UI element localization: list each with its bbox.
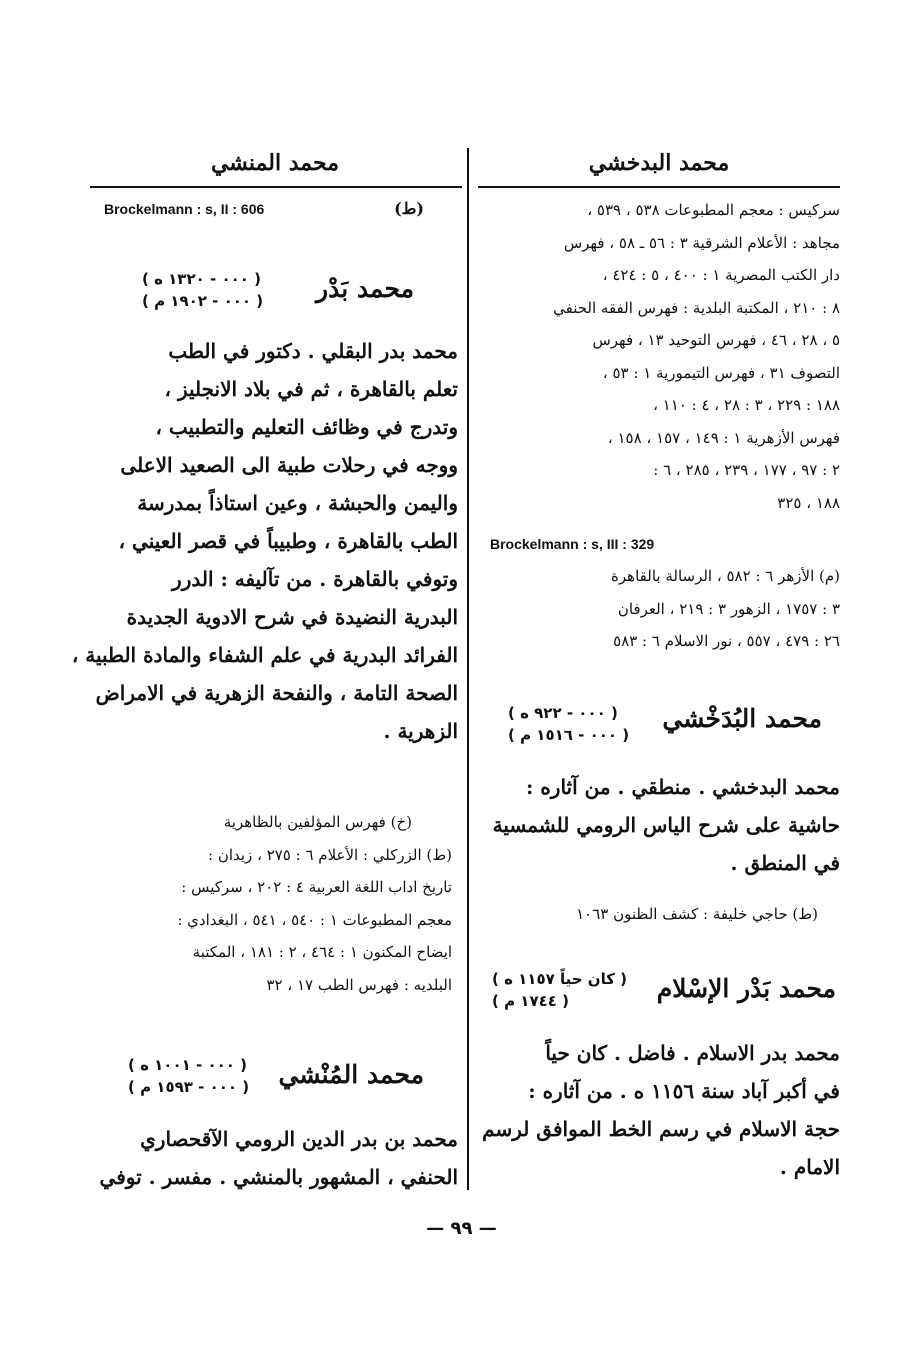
body-line: حاشية على شرح الياس الرومي للشمسية	[492, 813, 840, 837]
ref-line: فهرس الأزهرية ١ : ١٤٩ ، ١٥٧ ، ١٥٨ ،	[607, 428, 840, 447]
body-line: في أكبر آباد سنة ١١٥٦ ه . من آثاره :	[528, 1079, 840, 1103]
entry-badr-refs	[96, 806, 452, 1001]
body-line: محمد البدخشي . منطقي . من آثاره :	[525, 775, 840, 799]
ref-line: سركيس : معجم المطبوعات ٥٣٨ ، ٥٣٩ ،	[587, 201, 840, 219]
ref-line: ايضاح المكنون ١ : ٤٦٤ ، ٢ : ١٨١ ، المكتبة	[192, 943, 452, 961]
entry-dates	[492, 968, 627, 1012]
body-line: الزهرية .	[383, 719, 458, 743]
entry-munshi-heading	[92, 1052, 458, 1106]
entry-badakhshi-heading	[478, 700, 840, 752]
entry-dates	[142, 268, 263, 312]
date-gregorian: ( ٠٠٠ - ١٥١٦ م )	[508, 726, 630, 744]
column-divider	[467, 148, 469, 1190]
entry-badr-heading	[92, 266, 458, 320]
body-line: وتدرج في وظائف التعليم والتطبيب ،	[155, 415, 458, 439]
ref-line: ٢٦ : ٤٧٩ ، ٥٥٧ ، نور الاسلام ٦ : ٥٨٣	[613, 632, 840, 650]
right-refs-block	[478, 194, 840, 519]
ref-line: ٨ : ٢١٠ ، المكتبة البلدية : فهرس الفقه الحنفي	[553, 298, 840, 317]
entry-title: محمد بَدْر الإسْلام	[656, 974, 836, 1003]
entry-badakhshi-body	[478, 768, 840, 882]
ref-line: (خ) فهرس المؤلفين بالظاهرية	[223, 813, 412, 831]
body-line: الطب بالقاهرة ، وطبيباً في قصر العيني ،	[118, 529, 458, 553]
entry-badr-body	[71, 332, 458, 750]
date-gregorian: ( ٠٠٠ - ١٥٩٣ م )	[128, 1078, 250, 1096]
date-hijri: ( ٠٠٠ - ١٣٢٠ ه )	[142, 270, 261, 288]
body-line: واليمن والحبشة ، وعين استاذاً بمدرسة	[137, 491, 458, 515]
running-header-right: محمد البدخشي	[588, 150, 730, 176]
entry-title: محمد المُنْشي	[278, 1060, 424, 1089]
ref-line: ٢ : ٩٧ ، ١٧٧ ، ٢٣٩ ، ٢٨٥ ، ٦ :	[653, 461, 840, 479]
body-line: الامام .	[779, 1155, 840, 1179]
ref-marker: (ط)	[394, 199, 424, 218]
ref-line: التصوف ٣١ ، فهرس التيمورية ١ : ٥٣ ،	[602, 363, 840, 382]
body-line: محمد بن بدر الدين الرومي الآقحصاري	[140, 1127, 458, 1151]
body-line: الصحة التامة ، والنفحة الزهرية في الامراض	[95, 681, 458, 705]
ref-line: مجاهد : الأعلام الشرقية ٣ : ٥٦ ـ ٥٨ ، فهرس	[563, 233, 840, 252]
body-line: حجة الاسلام في رسم الخط الموافق لرسم	[482, 1117, 840, 1141]
date-hijri: ( كان حياً ١١٥٧ ه )	[492, 970, 628, 988]
entry-badakhshi-ref: (ط) حاجي خليفة : كشف الظنون ١٠٦٣	[576, 905, 818, 923]
entry-dates	[508, 702, 629, 746]
body-line: البدرية النضيدة في شرح الادوية الجديدة	[126, 605, 458, 629]
body-line: محمد بدر البقلي . دكتور في الطب	[168, 339, 458, 363]
ref-line: دار الكتب المصرية ١ : ٤٠٠ ، ٥ : ٤٢٤ ،	[602, 266, 840, 284]
ref-line: ٥ ، ٢٨ ، ٤٦ ، فهرس التوحيد ١٣ ، فهرس	[592, 331, 840, 349]
running-header-left: محمد المنشي	[210, 150, 340, 176]
brockelmann-ref-left: Brockelmann : s, II : 606	[104, 201, 265, 217]
body-line: وتوفي بالقاهرة . من تآليفه : الدرر	[172, 567, 458, 591]
body-line: محمد بدر الاسلام . فاضل . كان حياً	[545, 1041, 840, 1065]
ref-line: ٣ : ١٧٥٧ ، الزهور ٣ : ٢١٩ ، العرفان	[617, 599, 840, 618]
page-number: — ٩٩ —	[426, 1218, 497, 1239]
entry-munshi-body	[96, 1120, 458, 1196]
body-line: الحنفي ، المشهور بالمنشي . مفسر . توفي	[99, 1165, 458, 1189]
ref-line: (ط) الزركلي : الأعلام ٦ : ٢٧٥ ، زيدان :	[208, 845, 452, 864]
body-line: تعلم بالقاهرة ، ثم في بلاد الانجليز ،	[164, 377, 458, 401]
date-hijri: ( ٠٠٠ - ٩٢٢ ه )	[508, 704, 618, 722]
body-line: الفرائد البدرية في علم الشفاء والمادة الطبية ،	[71, 643, 458, 667]
header-rule-right	[478, 186, 840, 188]
entry-title: محمد البُدَخْشي	[662, 704, 822, 733]
date-gregorian: ( ١٧٤٤ م )	[492, 992, 569, 1010]
entry-badr-islam-heading	[478, 968, 840, 1022]
ref-line: (م) الأزهر ٦ : ٥٨٢ ، الرسالة بالقاهرة	[611, 567, 840, 585]
right-m-refs	[478, 560, 840, 658]
ref-line: ١٨٨ ، ٣٢٥	[777, 493, 840, 512]
entry-dates	[128, 1054, 249, 1098]
brockelmann-ref-right: Brockelmann : s, III : 329	[490, 536, 655, 552]
ref-line: البلديه : فهرس الطب ١٧ ، ٣٢	[266, 975, 452, 994]
date-hijri: ( ٠٠٠ - ١٠٠١ ه )	[128, 1056, 247, 1074]
body-line: ووجه في رحلات طبية الى الصعيد الاعلى	[120, 453, 458, 477]
ref-line: ١٨٨ : ٢٢٩ ، ٣ : ٢٨ ، ٤ : ١١٠ ،	[653, 396, 840, 414]
entry-badr-islam-body	[478, 1034, 840, 1186]
header-rule-left	[90, 186, 462, 188]
date-gregorian: ( ٠٠٠ - ١٩٠٢ م )	[142, 292, 264, 310]
body-line: في المنطق .	[730, 851, 840, 875]
entry-title: محمد بَدْر	[316, 274, 414, 303]
ref-line: معجم المطبوعات ١ : ٥٤٠ ، ٥٤١ ، البغدادي :	[177, 910, 452, 929]
ref-line: تاريخ اداب اللغة العربية ٤ : ٢٠٢ ، سركيس :	[181, 878, 452, 896]
